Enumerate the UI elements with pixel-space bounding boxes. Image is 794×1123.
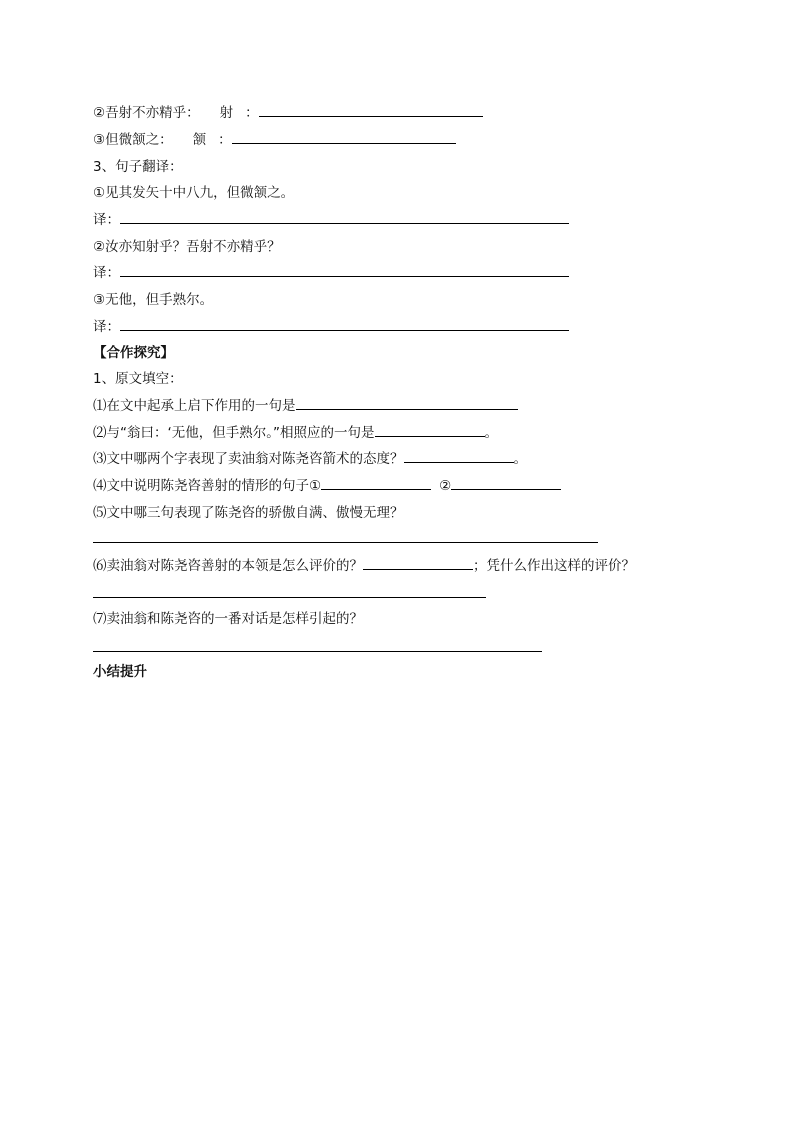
question-1-blank[interactable] xyxy=(296,396,518,410)
question-5-answer-line[interactable] xyxy=(93,542,598,543)
question-4-text: ⑷文中说明陈尧咨善射的情形的句子① xyxy=(93,478,322,494)
translation-label: 译： xyxy=(93,265,120,281)
cooperation-heading: 【合作探究】 xyxy=(93,345,174,361)
summary-heading: 小结提升 xyxy=(93,664,147,680)
translation-label: 译： xyxy=(93,212,120,228)
question-1 xyxy=(93,396,518,416)
question-1-text: ⑴在文中起承上启下作用的一句是 xyxy=(93,398,296,414)
translation-sentence-1: ①见其发矢十中八九，但微颔之。 xyxy=(93,185,295,201)
vocab-item-3-word: 颔 xyxy=(192,132,207,148)
question-2-end: 。 xyxy=(484,425,499,441)
vocab-item-2-text: ②吾射不亦精乎： xyxy=(93,105,200,121)
question-6-text: ⑹卖油翁对陈尧咨善射的本领是怎么评价的？ xyxy=(93,558,363,574)
question-7: ⑺卖油翁和陈尧咨的一番对话是怎样引起的？ xyxy=(93,611,363,627)
question-6-followup: ；凭什么作出这样的评价？ xyxy=(473,558,635,574)
question-6-blank[interactable] xyxy=(363,556,473,570)
cooperation-subtitle: 1、原文填空： xyxy=(93,371,183,387)
vocab-item-2-blank[interactable] xyxy=(259,103,483,117)
question-6-answer-line[interactable] xyxy=(93,597,486,598)
translation-sentence-3: ③无他，但手熟尔。 xyxy=(93,292,214,308)
question-2-text: ⑵与“翁曰：‘无他，但手熟尔。”相照应的一句是 xyxy=(93,425,375,441)
translation-answer-2 xyxy=(93,263,569,283)
vocab-item-3-blank[interactable] xyxy=(232,130,456,144)
vocab-item-3 xyxy=(93,130,456,150)
translation-sentence-2: ②汝亦知射乎？吾射不亦精乎？ xyxy=(93,239,281,255)
question-4-second: ② xyxy=(439,478,452,494)
translation-label: 译： xyxy=(93,319,120,335)
vocab-item-2-word: 射 xyxy=(219,105,234,121)
question-4-blank-1[interactable] xyxy=(321,476,431,490)
translation-title: 3、句子翻译： xyxy=(93,159,183,175)
translation-answer-3 xyxy=(93,317,569,337)
question-3-end: 。 xyxy=(513,451,527,467)
question-4 xyxy=(93,476,561,496)
translation-blank-3[interactable] xyxy=(120,317,569,331)
question-5: ⑸文中哪三句表现了陈尧咨的骄傲自满、傲慢无理？ xyxy=(93,505,404,521)
question-3 xyxy=(93,449,527,469)
vocab-item-3-colon: ： xyxy=(218,132,232,148)
question-4-blank-2[interactable] xyxy=(451,476,561,490)
question-2 xyxy=(93,423,498,443)
vocab-item-2 xyxy=(93,103,483,123)
question-7-answer-line[interactable] xyxy=(93,651,542,652)
translation-blank-1[interactable] xyxy=(120,210,569,224)
question-2-blank[interactable] xyxy=(375,423,485,437)
question-6 xyxy=(93,556,635,576)
question-3-blank[interactable] xyxy=(404,449,514,463)
vocab-item-2-colon: ： xyxy=(245,105,259,121)
question-3-text: ⑶文中哪两个字表现了卖油翁对陈尧咨箭术的态度？ xyxy=(93,451,404,467)
translation-blank-2[interactable] xyxy=(120,263,569,277)
translation-answer-1 xyxy=(93,210,569,230)
vocab-item-3-text: ③但微颔之： xyxy=(93,132,173,148)
